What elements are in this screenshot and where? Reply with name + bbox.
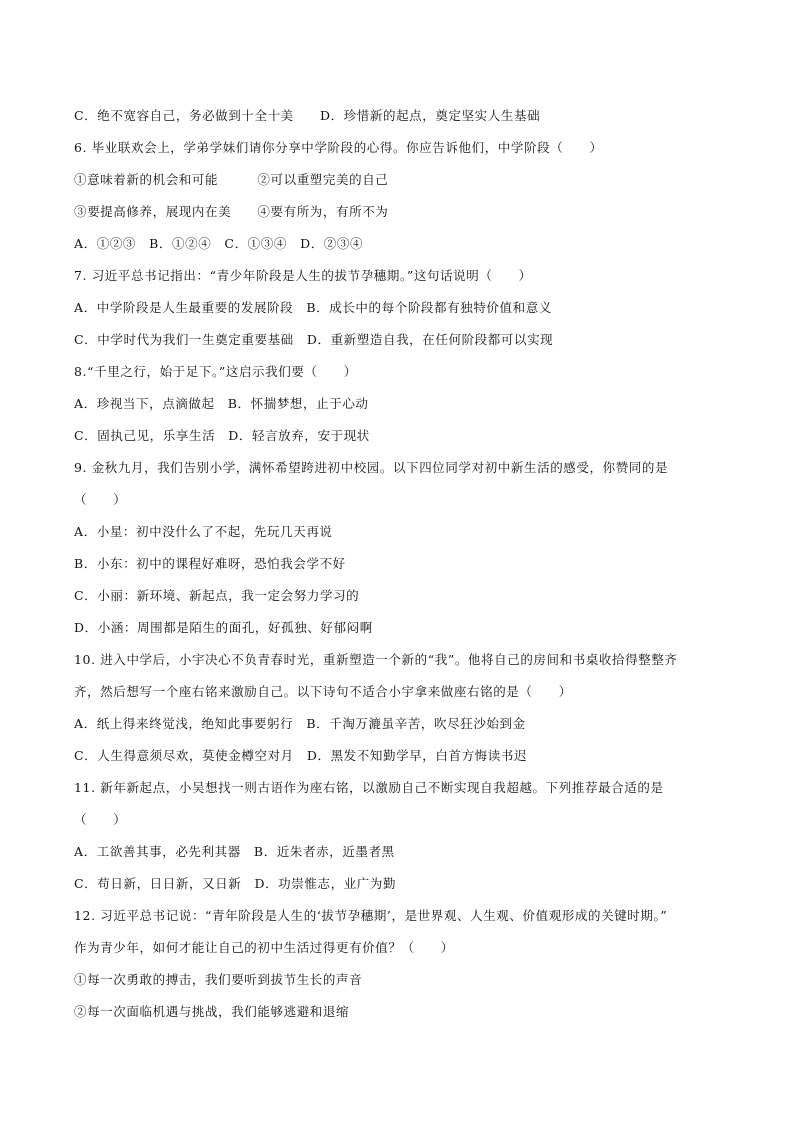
question-8-options-cd: C．固执己见，乐享生活 D．轻言放弃，安于现状 [74,428,370,443]
question-11-stem: 11. 新年新起点，小吴想找一则古语作为座右铭，以激励自己不断实现自我超越。下列推荐最合适的是 [74,780,664,795]
question-7-stem: 7. 习近平总书记指出：“青少年阶段是人生的拔节孕穗期。”这句话说明（ ） [74,268,532,283]
question-6-options: A．①②③ B．①②④ C．①③④ D．②③④ [74,236,364,251]
question-9-option-c: C．小丽：新环境、新起点，我一定会努力学习的 [74,588,360,603]
question-6-statement-12: ①意味着新的机会和可能 ②可以重塑完美的自己 [74,172,389,187]
question-11-options-cd: C．苟日新，日日新，又日新 D．功崇惟志，业广为勤 [74,876,397,891]
question-7-options-cd: C．中学时代为我们一生奠定重要基础 D．重新塑造自我，在任何阶段都可以实现 [74,332,554,347]
question-10-stem-line1: 10. 进入中学后，小宇决心不负青春时光，重新塑造一个新的“我”。他将自己的房间和书桌收拾得整整齐 [74,652,678,667]
question-11-options-ab: A．工欲善其事，必先利其器 B．近朱者赤，近墨者黑 [74,844,395,859]
question-9-answer-bracket: （ ） [74,492,127,507]
question-10-stem-line2: 齐，然后想写一个座右铭来激励自己。以下诗句不适合小宇拿来做座右铭的是（ ） [74,684,572,699]
option-line-5cd: C．绝不宽容自己，务必做到十全十美 D．珍惜新的起点，奠定坚实人生基础 [74,108,541,123]
question-12-statement-1: ①每一次勇敢的搏击，我们要听到拔节生长的声音 [74,972,363,987]
question-9-stem: 9. 金秋九月，我们告别小学，满怀希望跨进初中校园。以下四位同学对初中新生活的感受，你赞同的是 [74,460,669,475]
question-9-option-d: D．小涵：周围都是陌生的面孔，好孤独、好郁闷啊 [74,620,373,635]
question-9-option-b: B．小东：初中的课程好难呀，恐怕我会学不好 [74,556,346,571]
question-12-statement-2: ②每一次面临机遇与挑战，我们能够逃避和退缩 [74,1004,350,1019]
question-12-stem-line1: 12. 习近平总书记说：“青年阶段是人生的‘拔节孕穗期’，是世界观、人生观、价值观形成的关键时期。” [74,908,668,923]
question-11-answer-bracket: （ ） [74,812,127,827]
question-6-stem: 6. 毕业联欢会上，学弟学妹们请你分享中学阶段的心得。你应告诉他们，中学阶段（ ） [74,140,603,155]
question-12-stem-line2: 作为青少年，如何才能让自己的初中生活过得更有价值？（ ） [74,940,454,955]
question-6-statement-34: ③要提高修养，展现内在美 ④要有所为，有所不为 [74,204,389,219]
question-8-stem: 8.“千里之行，始于足下。”这启示我们要（ ） [74,364,357,379]
question-8-options-ab: A．珍视当下，点滴做起 B．怀揣梦想，止于心动 [74,396,369,411]
question-7-options-ab: A．中学阶段是人生最重要的发展阶段 B．成长中的每个阶段都有独特价值和意义 [74,300,552,315]
question-10-options-cd: C．人生得意须尽欢，莫使金樽空对月 D．黑发不知勤学早，白首方悔读书迟 [74,748,528,763]
question-10-options-ab: A．纸上得来终觉浅，绝知此事要躬行 B．千淘万漉虽辛苦，吹尽狂沙始到金 [74,716,526,731]
question-text-block [74,100,734,1028]
question-9-option-a: A．小星：初中没什么了不起，先玩几天再说 [74,524,333,539]
